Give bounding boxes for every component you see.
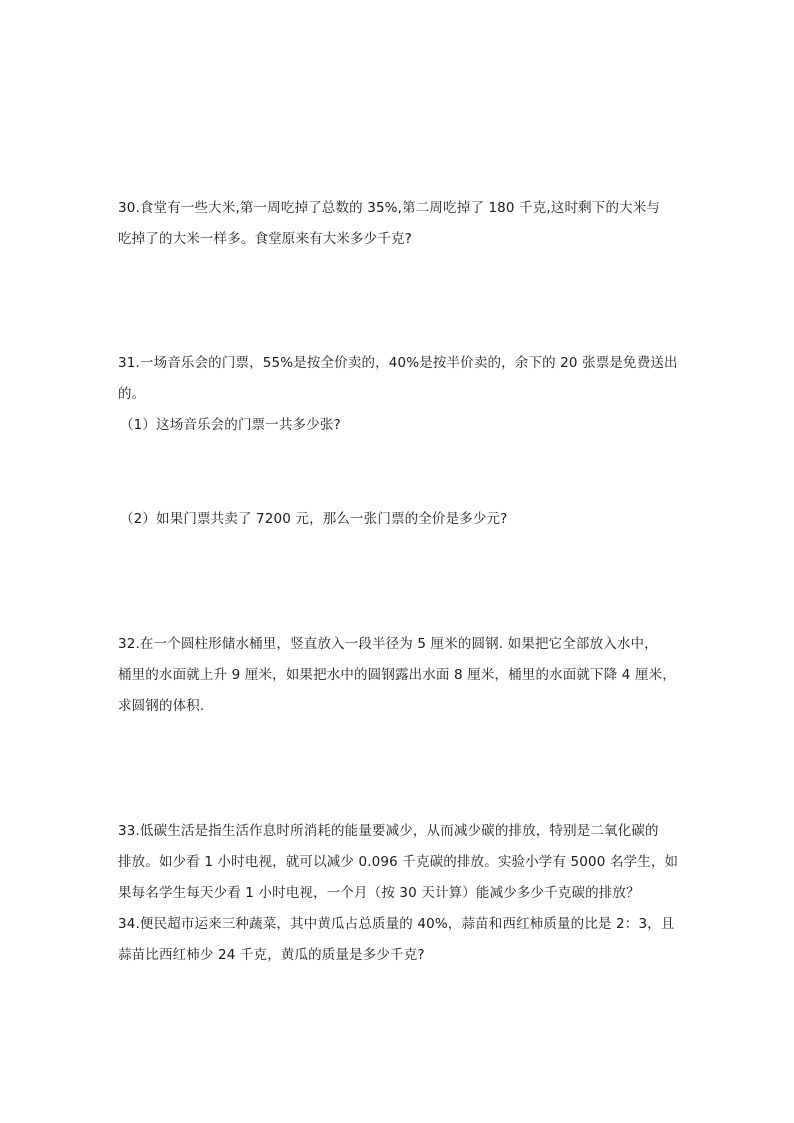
question-33-line-2: 排放。如少看 1 小时电视，就可以减少 0.096 千克碳的排放。实验小学有 5000 名学生，如	[118, 854, 679, 870]
question-33-line-1: 33.低碳生活是指生活作息时所消耗的能量要减少，从而减少碳的排放，特别是二氧化碳的	[118, 823, 659, 839]
question-31-line-1: 31.一场音乐会的门票，55%是按全价卖的，40%是按半价卖的，余下的 20 张票是免费送出	[118, 355, 678, 371]
question-31-part-2: （2）如果门票共卖了 7200 元，那么一张门票的全价是多少元?	[120, 511, 508, 527]
question-34-line-2: 蒜苗比西红柿少 24 千克，黄瓜的质量是多少千克?	[118, 947, 425, 963]
question-32-line-1: 32.在一个圆柱形储水桶里，竖直放入一段半径为 5 厘米的圆钢. 如果把它全部放入水中，	[118, 636, 658, 652]
question-30-line-2: 吃掉了的大米一样多。食堂原来有大米多少千克?	[118, 231, 412, 247]
question-32-line-3: 求圆钢的体积.	[118, 698, 205, 714]
question-34-line-1: 34.便民超市运来三种蔬菜，其中黄瓜占总质量的 40%，蒜苗和西红柿质量的比是 2：3，且	[118, 916, 675, 932]
question-33-line-3: 果每名学生每天少看 1 小时电视，一个月（按 30 天计算）能减少多少千克碳的排放？	[118, 885, 640, 901]
question-30-line-1: 30.食堂有一些大米,第一周吃掉了总数的 35%,第二周吃掉了 180 千克,这时剩下的大米与	[118, 200, 661, 216]
question-31-line-2: 的。	[118, 386, 146, 402]
question-32-line-2: 桶里的水面就上升 9 厘米，如果把水中的圆钢露出水面 8 厘米，桶里的水面就下降 4 厘米，	[118, 667, 676, 683]
question-31-part-1: （1）这场音乐会的门票一共多少张?	[120, 417, 341, 433]
